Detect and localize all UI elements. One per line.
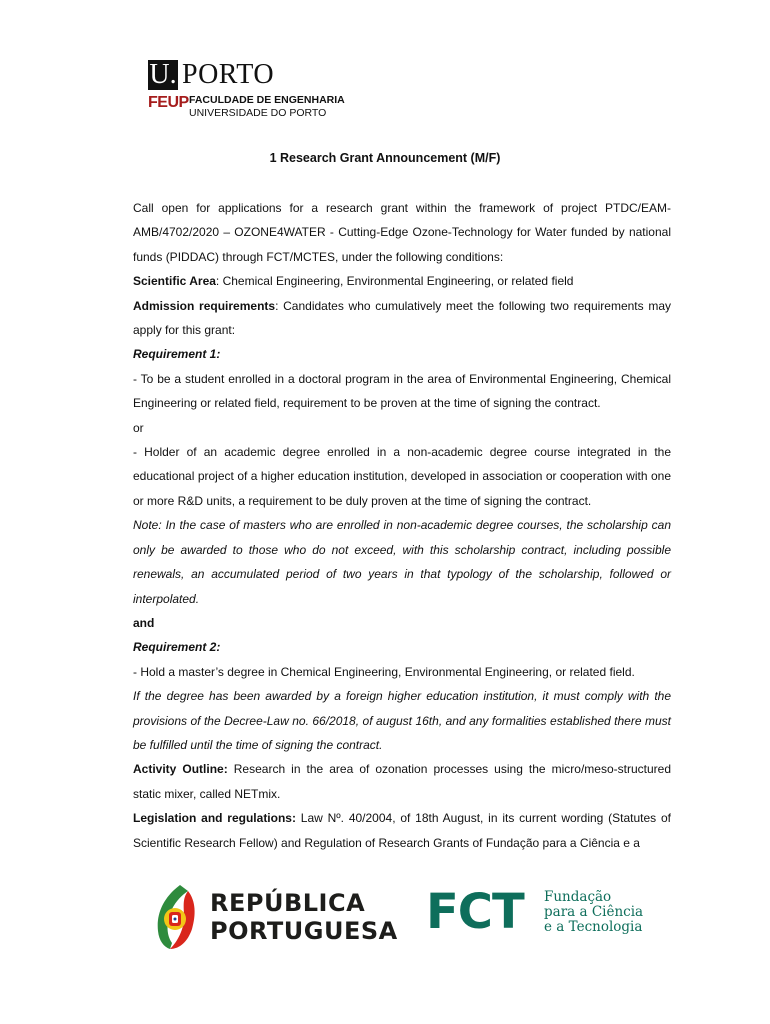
requirement-2-heading: Requirement 2: — [133, 640, 221, 655]
requirement-1-option-a: - To be a student enrolled in a doctoral program in the area of Environmental Engineering, Chemical Engineering or related field, requirement to be proven at the time of signing the contract. — [133, 371, 671, 411]
scientific-area-label: Scientific Area — [133, 274, 216, 289]
activity-label: Activity Outline: — [133, 762, 228, 777]
or-separator: or — [133, 420, 144, 435]
and-separator: and — [133, 615, 155, 630]
intro-paragraph: Call open for applications for a research grant within the framework of project PTDC/EAM-AMB/4702/2020 – OZONE4WATER - Cutting-Edge Ozone-Technology for Water funded by national funds (PIDDAC) through FCT/MCTES, under the following conditions: — [133, 201, 671, 264]
uporto-u-mark: U. — [149, 59, 177, 90]
fct-wordmark: FCT — [426, 884, 524, 940]
requirement-1-option-b: - Holder of an academic degree enrolled in a non-academic degree course integrated in the educational project of a higher education institution, developed in association or cooperation with one or more R&D units, a requirement to be duly proven at the time of signing the contract. — [133, 445, 671, 508]
fct-logo — [426, 884, 646, 948]
fct-line-1: Fundação — [544, 889, 612, 905]
uporto-wordmark: PORTO — [182, 59, 275, 90]
feup-mark: FEUP — [148, 94, 189, 111]
scientific-area-text: : Chemical Engineering, Environmental Engineering, or related field — [215, 274, 574, 289]
document-body — [133, 196, 671, 855]
faculty-name: FACULDADE DE ENGENHARIA — [189, 94, 345, 106]
scientific-area-paragraph — [133, 269, 671, 293]
activity-paragraph — [133, 757, 671, 806]
legislation-paragraph — [133, 806, 671, 855]
requirement-2-text: - Hold a master’s degree in Chemical Engineering, Environmental Engineering, or related field. — [133, 664, 635, 679]
republica-line-1: REPÚBLICA — [210, 889, 366, 917]
republica-line-2: PORTUGUESA — [210, 917, 398, 945]
university-name: UNIVERSIDADE DO PORTO — [189, 107, 327, 119]
document-title: 1 Research Grant Announcement (M/F) — [269, 151, 501, 165]
portugal-emblem-icon — [150, 883, 198, 951]
admission-paragraph — [133, 294, 671, 343]
legislation-label: Legislation and regulations: — [133, 811, 296, 826]
fct-line-3: e a Tecnologia — [544, 919, 643, 935]
admission-label: Admission requirements — [133, 298, 276, 313]
masters-note: Note: In the case of masters who are enrolled in non-academic degree courses, the scholarship can only be awarded to those who do not exceed, with this scholarship contract, including possible renewals, an accumulated period of two years in that typology of the scholarship, followed or interpolated. — [133, 518, 671, 606]
legislation-text: Law Nº. 40/2004, of 18th August, in its current wording (Statutes of Scientific Research Fellow) and Regulation of Research Grants of Fundação para a Ciência e a — [133, 811, 671, 850]
admission-text: : Candidates who cumulatively meet the following two requirements may apply for this grant: — [133, 298, 672, 338]
requirement-1-heading: Requirement 1: — [133, 347, 221, 362]
fct-line-2: para a Ciência — [544, 904, 644, 920]
uporto-feup-logo — [148, 59, 345, 122]
activity-text: Research in the area of ozonation processes using the micro/meso-structured static mixer, called NETmix. — [133, 762, 671, 801]
republica-portuguesa-logo — [150, 883, 398, 953]
foreign-degree-note: If the degree has been awarded by a foreign higher education institution, it must comply with the provisions of the Decree-Law no. 66/2018, of august 16th, and any formalities established there must be fulfilled until the time of signing the contract. — [133, 689, 671, 752]
